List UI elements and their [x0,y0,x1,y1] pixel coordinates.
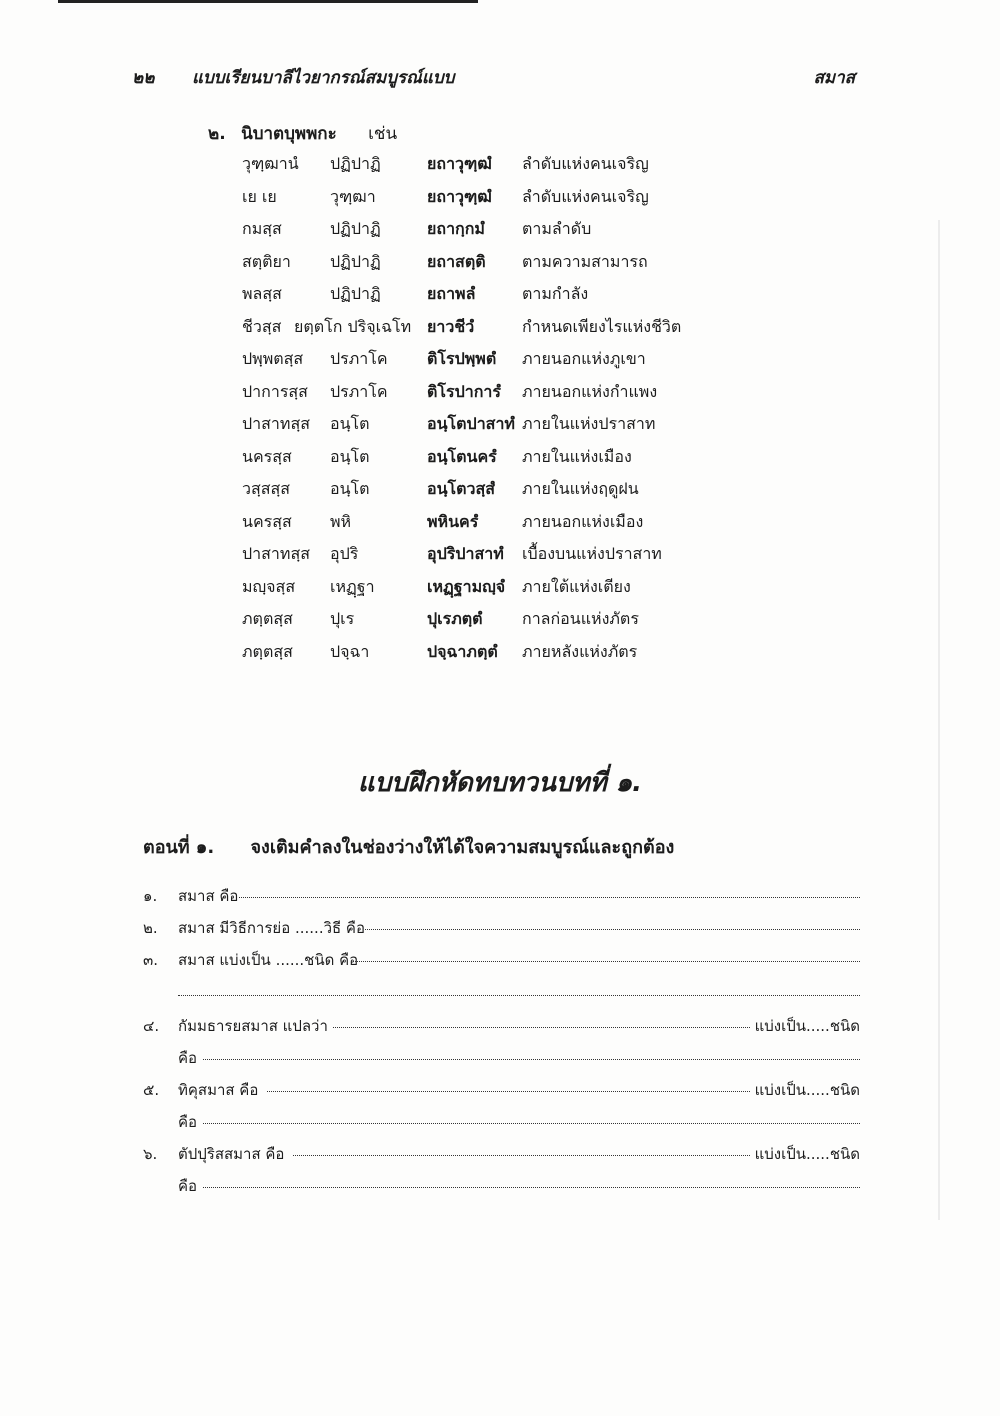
table-row [0,601,1000,633]
compound-cell: ยถาพลํ [427,284,476,303]
meaning-cell: ตามลำดับ [522,219,592,238]
meaning-cell: ภายในแห่งปราสาท [522,414,656,433]
word-cell: ปฏิปาฏิ [330,219,381,238]
compound-cell: อนฺโตปาสาทํ [427,414,515,433]
answer-blank[interactable] [293,1155,750,1156]
section-name: นิบาตบุพพกะ [241,124,337,144]
compound-cell: ปจฺฉาภตฺตํ [427,641,498,661]
table-row [0,406,1000,438]
meaning-cell: ภายนอกแห่งกำแพง [522,381,658,401]
table-row [0,276,1000,308]
chapter-title: สมาส [813,68,855,88]
part-label: ตอนที่ ๑. [143,837,215,858]
word-cell: อนฺโต [330,414,370,433]
word-cell: วุฑฺฒา [330,186,376,206]
question-tail: แบ่งเป็น.....ชนิด [754,1145,860,1163]
question-3 [143,948,860,970]
compound-cell: อนฺโตนครํ [427,446,497,466]
word-cell: กมสฺส [242,219,282,238]
word-cell: เย เย [242,186,277,206]
question-3-continuation [143,982,860,1004]
compound-cell: เหฏฺฐามญฺจํ [427,576,506,596]
compound-cell: ติโรปาการํ [427,381,501,401]
exercise-title: แบบฝึกหัดทบทวนบทที่ ๑. [357,768,643,798]
word-cell: ปรภาโค [330,349,388,368]
word-cell: ปฏิปาฏิ [330,251,381,271]
question-tail: แบ่งเป็น.....ชนิด [754,1017,860,1035]
meaning-cell: ภายหลังแห่งภัตร [522,641,638,661]
word-cell: สตฺติยา [242,251,291,271]
meaning-cell: ภายนอกแห่งภูเขา [522,349,646,368]
table-row [0,439,1000,471]
word-cell: มญฺจสฺส [242,576,296,596]
table-row [0,471,1000,503]
word-cell: ยตฺตโก ปริจฺเฉโท [294,316,412,336]
word-cell: เหฏฺฐา [330,576,375,596]
word-cell: ปพฺพตสฺส [242,349,304,368]
meaning-cell: ลำดับแห่งคนเจริญ [522,154,649,173]
running-title: แบบเรียนบาลีไวยากรณ์สมบูรณ์แบบ [192,68,455,88]
meaning-cell: ภายใต้แห่งเตียง [522,576,631,596]
word-cell: ปฏิปาฏิ [330,154,381,173]
section-heading [208,120,397,147]
table-row [0,244,1000,276]
word-cell: ปจฺฉา [330,641,370,661]
meaning-cell: ลำดับแห่งคนเจริญ [522,186,649,206]
question-text: สมาส คือ [178,887,239,905]
word-cell: ปาสาทสฺส [242,414,310,433]
answer-blank[interactable] [178,995,860,996]
compound-cell: ยถาวุฑฺฒํ [427,186,492,206]
question-number: ๖. [143,1145,158,1163]
word-cell: อุปริ [330,544,359,563]
part-heading [143,832,674,861]
question-number: ๔. [143,1017,160,1035]
word-cell: ปาการสฺส [242,381,308,401]
word-cell: อนฺโต [330,479,370,498]
word-cell: ปฏิปาฏิ [330,284,381,303]
question-6-continuation [143,1174,860,1196]
meaning-cell: ตามกำลัง [522,284,589,303]
table-row [0,179,1000,211]
section-number: ๒. [208,124,226,144]
word-cell: ปาสาทสฺส [242,544,310,563]
word-cell: ชีวสฺส [242,316,282,336]
word-cell: ภตฺตสฺส [242,641,293,661]
section-suffix: เช่น [368,124,398,144]
meaning-cell: เบื้องบนแห่งปราสาท [522,544,662,563]
question-text: กัมมธารยสมาส แปลว่า [178,1017,328,1035]
table-row [0,504,1000,536]
table-row [0,634,1000,666]
word-cell: พหิ [330,511,352,531]
word-cell: นครสฺส [242,511,292,531]
part-instruction: จงเติมคำลงในช่องว่างให้ได้ใจความสมบูรณ์และถูกต้อง [250,837,675,858]
question-1 [143,884,860,906]
question-text: สมาส แบ่งเป็น ......ชนิด คือ [178,951,359,969]
question-tail: แบ่งเป็น.....ชนิด [754,1081,860,1099]
answer-blank[interactable] [353,961,860,962]
question-number: ๒. [143,919,158,937]
word-cell: นครสฺส [242,446,292,466]
compound-cell: ยถาสตฺติ [427,251,486,271]
compound-cell: ยาวชีวํ [427,316,475,336]
answer-blank[interactable] [239,897,860,898]
word-cell: วุฑฺฒานํ [242,154,299,173]
table-row [0,569,1000,601]
compound-cell: ติโรปพฺพตํ [427,349,497,368]
answer-blank[interactable] [203,1187,860,1188]
word-cell: พลสฺส [242,284,282,303]
question-number: ๓. [143,951,159,969]
word-cell: ปุเร [330,609,355,628]
meaning-cell: ภายในแห่งฤดูฝน [522,479,639,498]
page-number: ๒๒ [132,68,155,88]
table-row [0,211,1000,243]
question-text: ตัปปุริสสมาส คือ [178,1145,285,1163]
word-cell: วสฺสสฺส [242,479,291,498]
meaning-cell: กาลก่อนแห่งภัตร [522,609,639,628]
question-number: ๕. [143,1081,160,1099]
table-row [0,341,1000,373]
table-row [0,309,1000,341]
compound-cell: ยถาวุฑฺฒํ [427,154,492,173]
answer-blank[interactable] [365,929,860,930]
table-row [0,374,1000,406]
word-cell: อนฺโต [330,446,370,466]
answer-blank[interactable] [203,1123,860,1124]
compound-cell: พหินครํ [427,511,479,531]
question-text: สมาส มีวิธีการย่อ ......วิธี คือ [178,919,365,937]
compound-cell: ปุเรภตฺตํ [427,609,483,628]
question-cont-label: คือ [178,1049,198,1067]
question-5-continuation [143,1110,860,1132]
word-cell: ปรภาโค [330,381,388,401]
question-4 [143,1014,860,1036]
table-row [0,146,1000,178]
meaning-cell: กำหนดเพียงไรแห่งชีวิต [522,316,682,336]
table-row [0,536,1000,568]
question-5 [143,1078,860,1100]
question-6 [143,1142,860,1164]
meaning-cell: ตามความสามารถ [522,251,648,271]
answer-blank[interactable] [267,1091,750,1092]
compound-cell: อนฺโตวสฺสํ [427,479,496,498]
compound-cell: ยถากฺกมํ [427,219,485,238]
meaning-cell: ภายนอกแห่งเมือง [522,511,644,531]
answer-blank[interactable] [333,1027,750,1028]
question-2 [143,916,860,938]
answer-blank[interactable] [203,1059,860,1060]
question-cont-label: คือ [178,1177,198,1195]
question-cont-label: คือ [178,1113,198,1131]
top-rule [58,0,478,3]
word-cell: ภตฺตสฺส [242,609,293,628]
question-4-continuation [143,1046,860,1068]
question-text: ทิคุสมาส คือ [178,1081,259,1099]
meaning-cell: ภายในแห่งเมือง [522,446,632,466]
compound-cell: อุปริปาสาทํ [427,544,504,563]
question-number: ๑. [143,887,158,905]
